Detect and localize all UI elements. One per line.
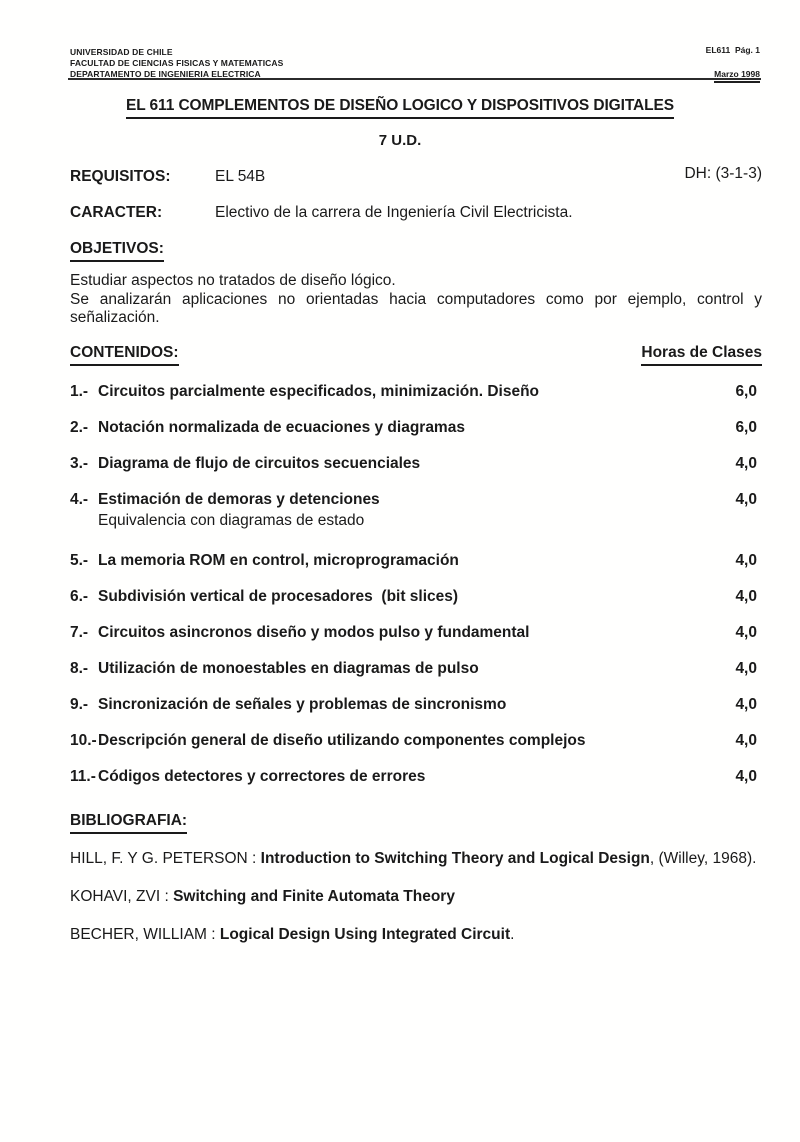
department-name: DEPARTAMENTO DE INGENIERIA ELECTRICA xyxy=(70,69,261,79)
content-item-5 xyxy=(70,550,762,571)
content-item-3 xyxy=(70,453,762,474)
item-title: Subdivisión vertical de procesadores (bit slices) xyxy=(98,588,459,605)
item-title: La memoria ROM en control, microprogramación xyxy=(98,552,459,569)
item-number: 11.- xyxy=(70,768,96,785)
item-hours: 4,0 xyxy=(735,732,757,749)
course-code-page-number: EL611 Pág. 1 xyxy=(705,45,760,55)
bibliography-entry xyxy=(70,924,762,946)
item-hours: 4,0 xyxy=(735,491,757,508)
bibliografia-heading: BIBLIOGRAFIA: xyxy=(70,812,187,834)
item-hours: 4,0 xyxy=(735,552,757,569)
hours-heading: Horas de Clases xyxy=(641,344,762,366)
content-item-4 xyxy=(70,489,762,531)
item-hours: 4,0 xyxy=(735,588,757,605)
content-item-11 xyxy=(70,766,762,787)
item-hours: 4,0 xyxy=(735,768,757,785)
item-number: 6.- xyxy=(70,588,89,605)
header-divider xyxy=(68,78,761,80)
caracter-row xyxy=(70,204,762,224)
content-item-2 xyxy=(70,417,762,438)
bibliography-entry xyxy=(70,886,762,908)
content-item-1 xyxy=(70,381,762,402)
item-number: 10.- xyxy=(70,732,97,749)
entry-title: Logical Design Using Integrated Circuit xyxy=(219,926,511,943)
contenidos-header-row xyxy=(70,344,762,366)
requisitos-row xyxy=(70,165,762,188)
requisitos-value: EL 54B xyxy=(215,168,266,185)
item-number: 2.- xyxy=(70,419,89,436)
content-item-6 xyxy=(70,586,762,607)
item-subtitle: Equivalencia con diagramas de estado xyxy=(98,512,365,529)
item-hours: 4,0 xyxy=(735,624,757,641)
course-credits: 7 U.D. xyxy=(378,132,422,149)
item-hours: 6,0 xyxy=(735,383,757,400)
requisitos-label: REQUISITOS: xyxy=(70,168,171,185)
item-number: 1.- xyxy=(70,383,89,400)
letterhead xyxy=(70,47,283,80)
item-hours: 6,0 xyxy=(735,419,757,436)
faculty-name: FACULTAD DE CIENCIAS FISICAS Y MATEMATICAS xyxy=(70,58,284,68)
title-block xyxy=(0,97,800,119)
item-title: Códigos detectores y correctores de errores xyxy=(98,768,426,785)
objetivos-heading: OBJETIVOS: xyxy=(70,240,164,262)
item-number: 4.- xyxy=(70,491,89,508)
course-title: EL 611 COMPLEMENTOS DE DISEÑO LOGICO Y DISPOSITIVOS DIGITALES xyxy=(126,97,674,119)
item-hours: 4,0 xyxy=(735,455,757,472)
item-hours: 4,0 xyxy=(735,696,757,713)
content-item-7 xyxy=(70,622,762,643)
item-title: Utilización de monoestables en diagramas de pulso xyxy=(98,660,479,677)
item-number: 3.- xyxy=(70,455,89,472)
entry-title: Switching and Finite Automata Theory xyxy=(173,888,455,905)
item-title: Estimación de demoras y detenciones xyxy=(98,491,380,508)
entry-suffix: . xyxy=(510,926,515,943)
contenidos-list xyxy=(70,381,762,802)
item-title: Sincronización de señales y problemas de sincronismo xyxy=(98,696,507,713)
item-hours: 4,0 xyxy=(735,660,757,677)
item-title: Circuitos parcialmente especificados, minimización. Diseño xyxy=(98,383,540,400)
university-name: UNIVERSIDAD DE CHILE xyxy=(70,47,173,57)
item-number: 8.- xyxy=(70,660,89,677)
caracter-label: CARACTER: xyxy=(70,204,163,221)
content-item-10 xyxy=(70,730,762,751)
item-title: Notación normalizada de ecuaciones y diagramas xyxy=(98,419,465,436)
item-number: 9.- xyxy=(70,696,89,713)
content-item-9 xyxy=(70,694,762,715)
item-title: Descripción general de diseño utilizando componentes complejos xyxy=(98,732,586,749)
contenidos-heading: CONTENIDOS: xyxy=(70,344,179,366)
entry-author: BECHER, WILLIAM : xyxy=(70,926,220,943)
objetivos-paragraph-1: Estudiar aspectos no tratados de diseño lógico. xyxy=(70,272,396,289)
content-item-8 xyxy=(70,658,762,679)
item-number: 7.- xyxy=(70,624,89,641)
item-title: Diagrama de flujo de circuitos secuenciales xyxy=(98,455,421,472)
item-number: 5.- xyxy=(70,552,89,569)
caracter-value: Electivo de la carrera de Ingeniería Civil Electricista. xyxy=(215,204,573,221)
item-title: Circuitos asincronos diseño y modos pulso y fundamental xyxy=(98,624,530,641)
bibliography-list xyxy=(70,848,762,962)
bibliography-entry xyxy=(70,848,762,870)
entry-author: HILL, F. Y G. PETERSON : xyxy=(70,850,261,867)
entry-author: KOHAVI, ZVI : xyxy=(70,888,174,905)
objetivos-text xyxy=(70,272,762,328)
entry-title: Introduction to Switching Theory and Logical Design xyxy=(260,850,650,867)
entry-suffix: , (Willey, 1968). xyxy=(649,850,757,867)
objetivos-paragraph-2: Se analizarán aplicaciones no orientadas hacia computadores como por ejemplo, control y señalización. xyxy=(70,290,762,326)
dh-value: DH: (3-1-3) xyxy=(684,165,762,182)
document-date: Marzo 1998 xyxy=(714,69,760,83)
